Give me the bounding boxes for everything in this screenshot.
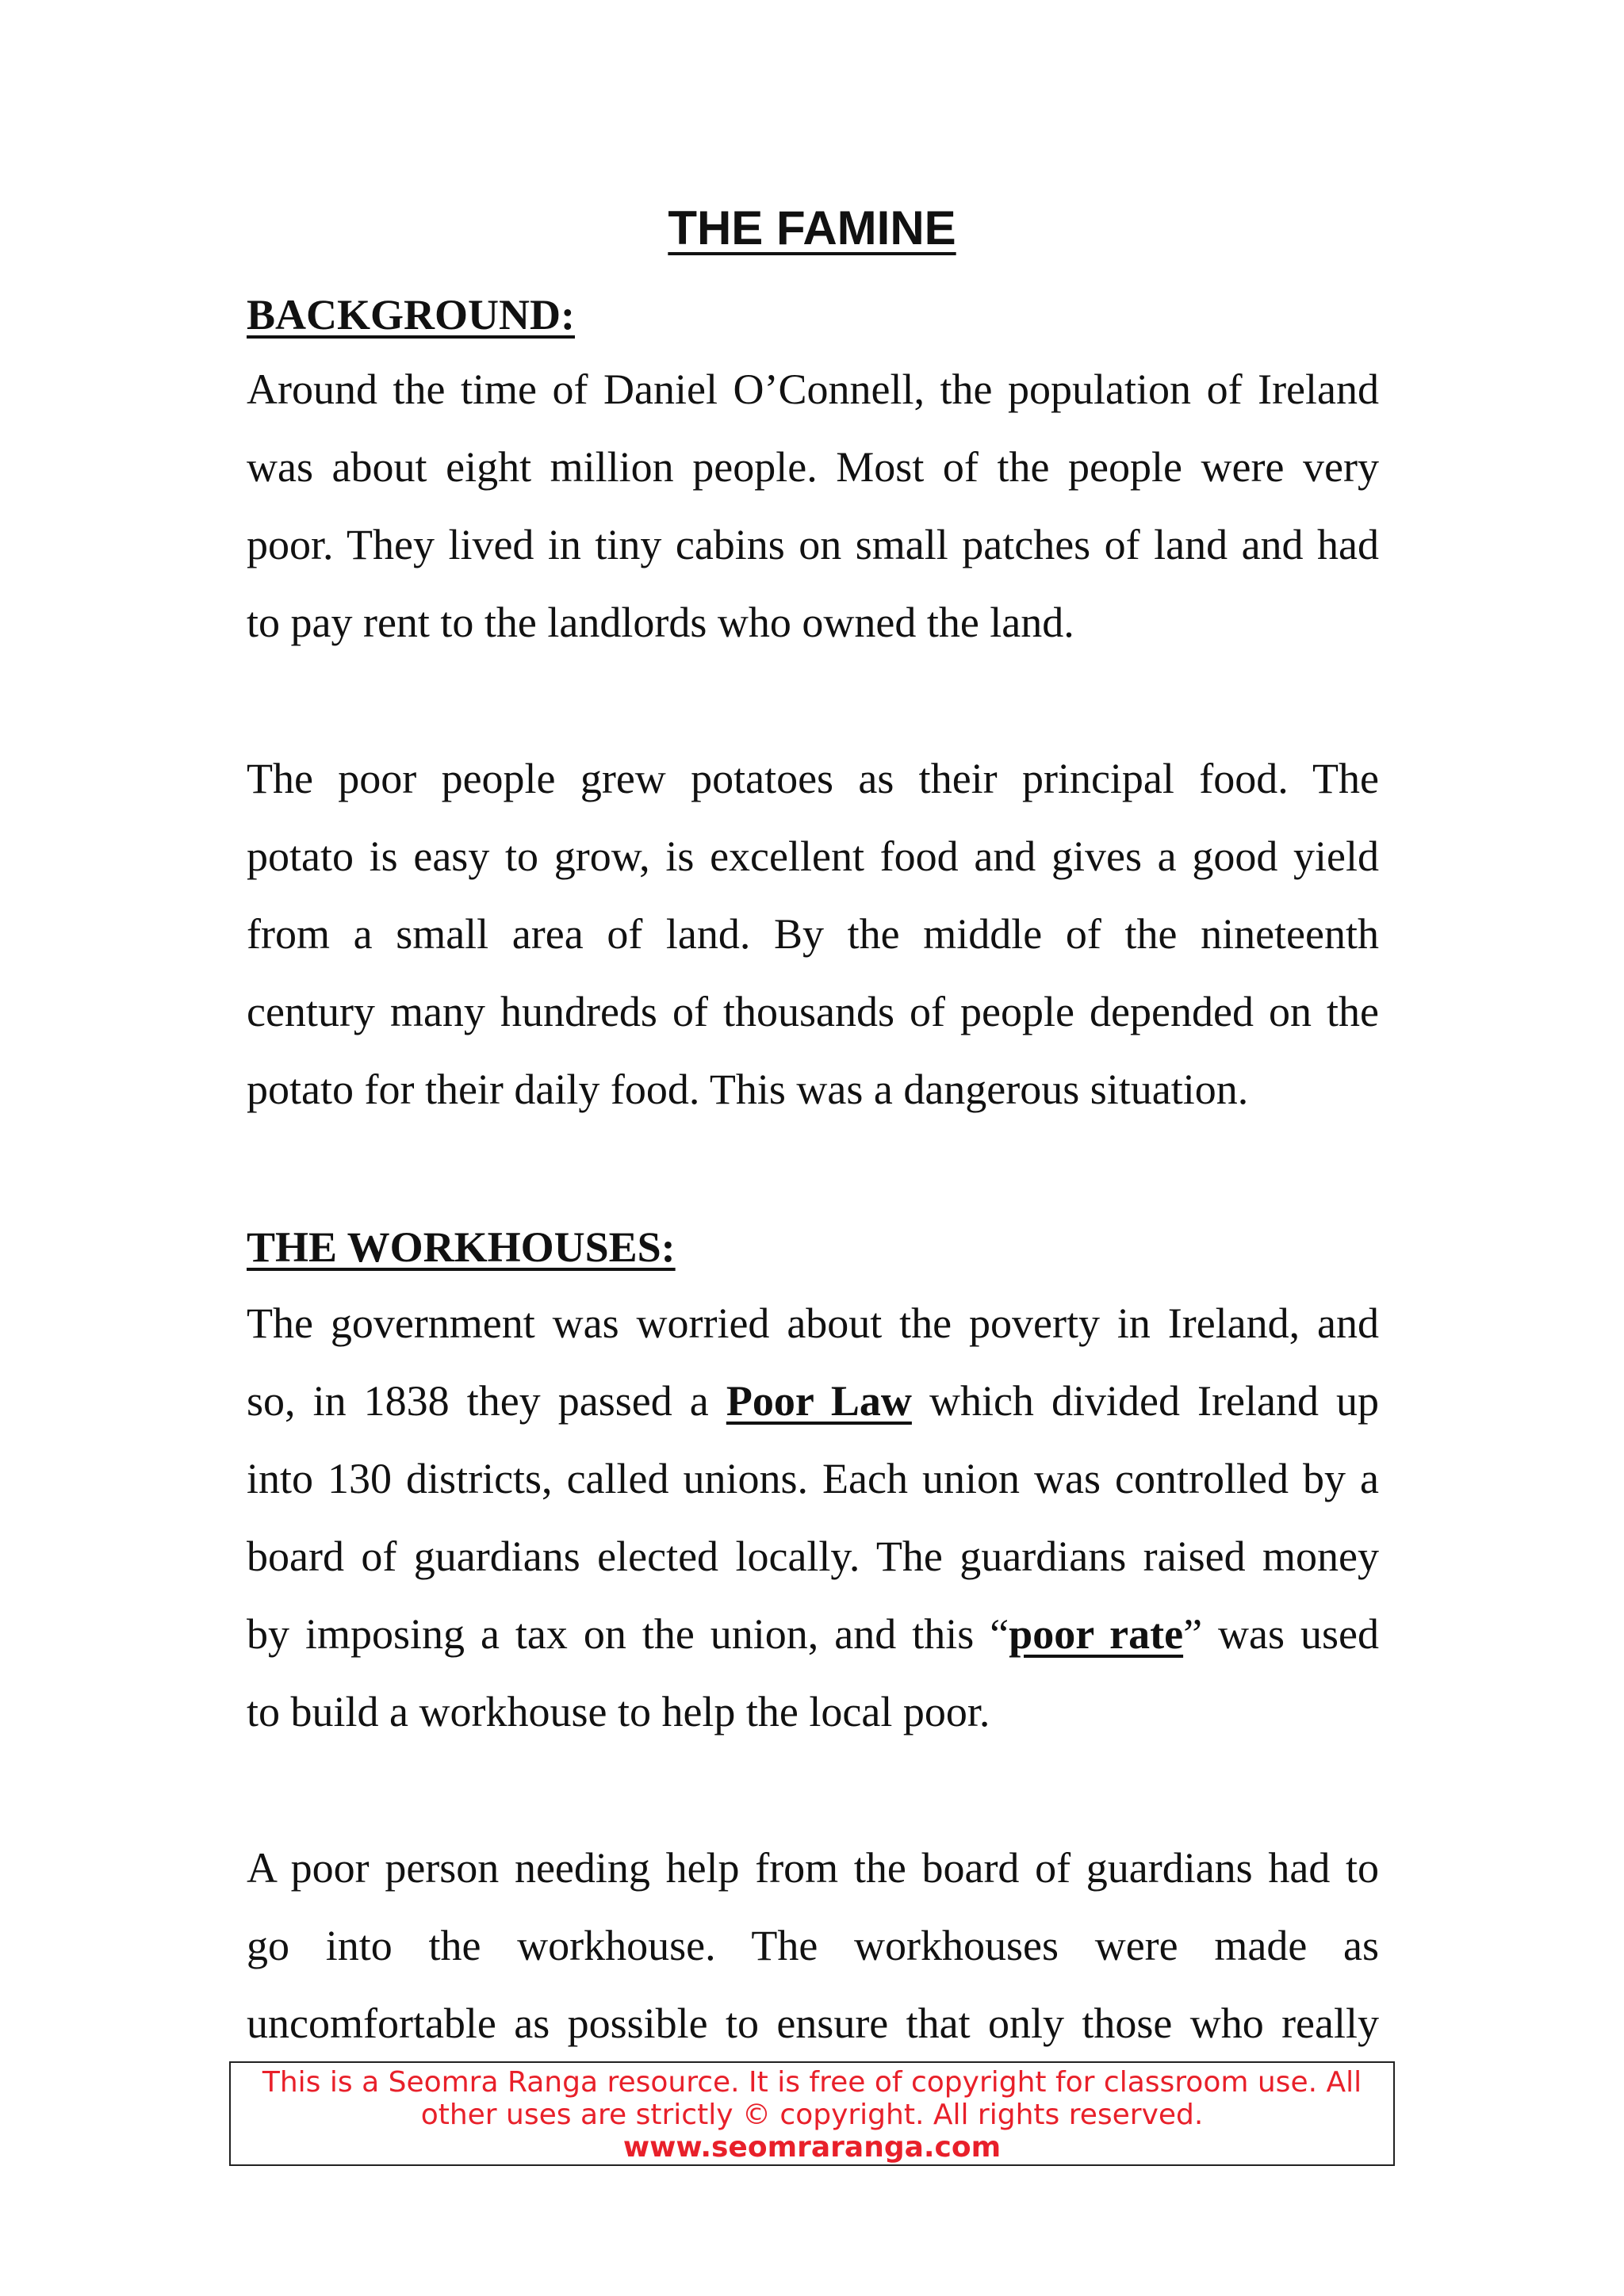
paragraph-background-2 (247, 740, 1379, 1128)
text-line: potato for their daily food. This was a dangerous situation. (247, 1066, 1249, 1113)
text-line: A poor person needing help from the board of guardians had to (247, 1844, 1379, 1892)
section-heading-workhouses: THE WORKHOUSES: (247, 1223, 676, 1271)
text-line: go into the workhouse. The workhouses were made as (247, 1922, 1379, 1969)
text-line: by imposing a tax on the union, and this “poor rate” was used (247, 1610, 1379, 1658)
text-line: The poor people grew potatoes as their principal food. The (247, 755, 1379, 802)
paragraph-background-1 (247, 350, 1379, 661)
text-line: to pay rent to the landlords who owned the land. (247, 599, 1074, 646)
footer-notice-line-2: other uses are strictly © copyright. All rights reserved. (420, 2099, 1204, 2131)
text-line: was about eight million people. Most of the people were very (247, 443, 1379, 491)
text-line: board of guardians elected locally. The guardians raised money (247, 1533, 1379, 1580)
term-poor-rate: poor rate (1009, 1610, 1184, 1658)
text-line: Around the time of Daniel O’Connell, the population of Ireland (247, 365, 1379, 413)
text-line: from a small area of land. By the middle of the nineteenth (247, 910, 1379, 958)
text-line: potato is easy to grow, is excellent food and gives a good yield (247, 832, 1379, 880)
footer-website-link[interactable]: www.seomraranga.com (622, 2131, 1002, 2164)
text-line: The government was worried about the poverty in Ireland, and (247, 1299, 1379, 1347)
page-title: THE FAMINE (668, 201, 956, 254)
text-line: so, in 1838 they passed a Poor Law which divided Ireland up (247, 1377, 1380, 1425)
term-poor-law: Poor Law (726, 1377, 912, 1425)
text-line: poor. They lived in tiny cabins on small patches of land and had (247, 521, 1379, 568)
text-line: uncomfortable as possible to ensure that only those who really (247, 1999, 1379, 2047)
text-line: century many hundreds of thousands of people depended on the (247, 988, 1379, 1035)
copyright-footer-box (229, 2061, 1395, 2166)
section-heading-background: BACKGROUND: (247, 291, 575, 339)
paragraph-workhouses-1 (247, 1284, 1379, 1751)
text-line: to build a workhouse to help the local poor. (247, 1688, 990, 1735)
footer-notice-line-1: This is a Seomra Ranga resource. It is free of copyright for classroom use. All (262, 2066, 1362, 2099)
text-line: into 130 districts, called unions. Each union was controlled by a (247, 1455, 1379, 1502)
paragraph-workhouses-2 (247, 1829, 1379, 2062)
